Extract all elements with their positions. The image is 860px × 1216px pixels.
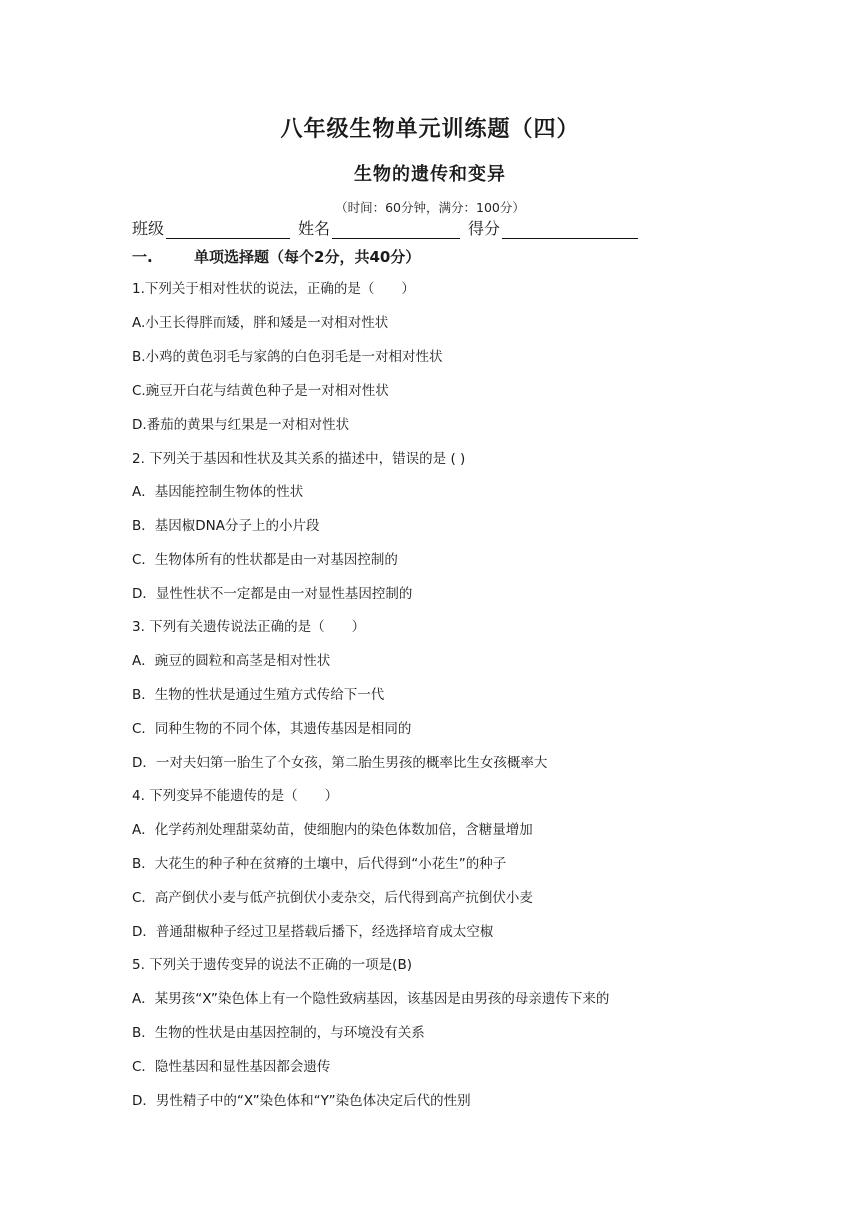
question-option: B．生物的性状是由基因控制的，与环境没有关系 bbox=[132, 1025, 425, 1041]
name-blank bbox=[332, 220, 460, 239]
question-stem: 4. 下列变异不能遗传的是（ ） bbox=[132, 788, 339, 804]
question-option: B.小鸡的黄色羽毛与家鸽的白色羽毛是一对相对性状 bbox=[132, 349, 443, 365]
question-option: C．高产倒伏小麦与低产抗倒伏小麦杂交，后代得到高产抗倒伏小麦 bbox=[132, 890, 533, 906]
name-label: 姓名 bbox=[298, 219, 331, 238]
document-title: 八年级生物单元训练题（四） bbox=[280, 117, 580, 142]
question-option: B．大花生的种子种在贫瘠的土壤中，后代得到“小花生”的种子 bbox=[132, 856, 507, 872]
question-option: A．豌豆的圆粒和高茎是相对性状 bbox=[132, 653, 331, 669]
question-option: D．普通甜椒种子经过卫星搭载后播下，经选择培育成太空椒 bbox=[132, 924, 494, 940]
class-label: 班级 bbox=[132, 219, 165, 238]
question-option: D．一对夫妇第一胎生了个女孩，第二胎生男孩的概率比生女孩概率大 bbox=[132, 755, 548, 771]
question-option: D．显性性状不一定都是由一对显性基因控制的 bbox=[132, 586, 413, 602]
score-blank bbox=[502, 220, 638, 239]
exam-meta: （时间：60分钟，满分：100分） bbox=[335, 200, 525, 215]
document-subtitle: 生物的遗传和变异 bbox=[354, 164, 506, 185]
section-number: 一. bbox=[132, 248, 153, 266]
question-option: B．基因椒DNA分子上的小片段 bbox=[132, 518, 320, 534]
score-label: 得分 bbox=[468, 219, 501, 238]
question-stem: 3. 下列有关遗传说法正确的是（ ） bbox=[132, 619, 366, 635]
question-option: A．化学药剂处理甜菜幼苗，使细胞内的染色体数加倍，含糖量增加 bbox=[132, 822, 533, 838]
question-option: A．基因能控制生物体的性状 bbox=[132, 484, 304, 500]
question-stem: 5. 下列关于遗传变异的说法不正确的一项是(B) bbox=[132, 957, 412, 973]
question-option: C．同种生物的不同个体，其遗传基因是相同的 bbox=[132, 721, 412, 737]
class-blank bbox=[166, 220, 290, 239]
question-option: D.番茄的黄果与红果是一对相对性状 bbox=[132, 417, 350, 433]
section-heading bbox=[132, 246, 420, 267]
question-option: D．男性精子中的“X”染色体和“Y”染色体决定后代的性别 bbox=[132, 1093, 471, 1109]
question-option: C.豌豆开白花与结黄色种子是一对相对性状 bbox=[132, 383, 389, 399]
question-stem: 2. 下列关于基因和性状及其关系的描述中，错误的是 ( ) bbox=[132, 451, 466, 467]
question-option: C．隐性基因和显性基因都会遗传 bbox=[132, 1059, 331, 1075]
question-option: C．生物体所有的性状都是由一对基因控制的 bbox=[132, 552, 398, 568]
student-info-row bbox=[132, 216, 646, 239]
question-option: A.小王长得胖而矮，胖和矮是一对相对性状 bbox=[132, 315, 389, 331]
section-title: 单项选择题（每个2分，共40分） bbox=[194, 248, 421, 266]
question-stem: 1.下列关于相对性状的说法，正确的是（ ） bbox=[132, 281, 415, 297]
question-option: B．生物的性状是通过生殖方式传给下一代 bbox=[132, 687, 385, 703]
question-option: A．某男孩“X”染色体上有一个隐性致病基因，该基因是由男孩的母亲遗传下来的 bbox=[132, 991, 610, 1007]
